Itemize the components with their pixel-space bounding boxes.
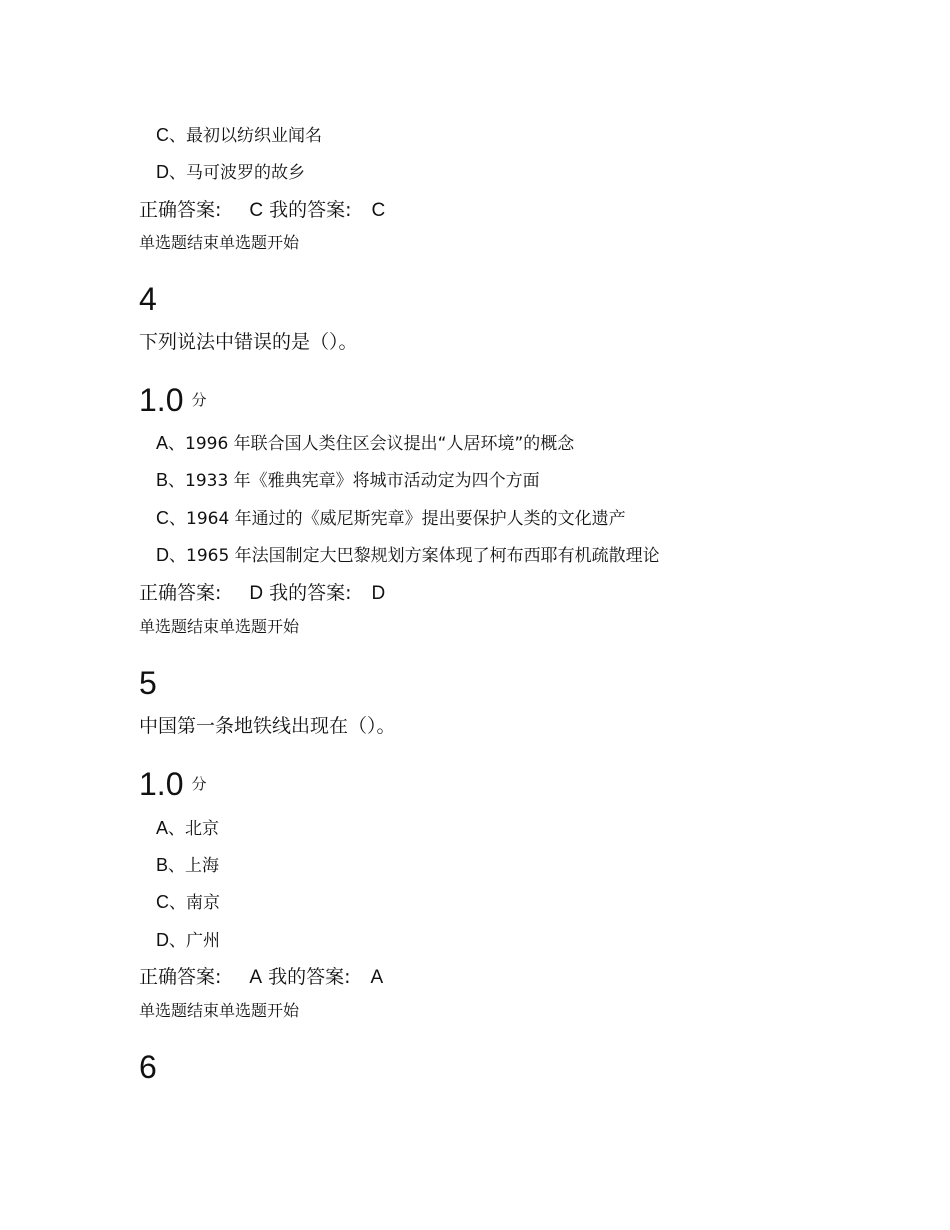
my-answer-label: 我的答案: [268,966,351,988]
question-text-4: 下列说法中错误的是（）。 [139,331,358,353]
option-sep: 、 [169,509,186,529]
option-text: 北京 [185,819,220,839]
option-sep: 、 [168,434,186,454]
option-text: 最初以纺织业闻名 [186,126,322,146]
question-number-4: 4 [139,281,157,317]
my-answer-label: 我的答案: [269,582,352,604]
score-unit: 分 [191,391,207,409]
my-answer-value: D [371,583,386,604]
option-q4-c [156,507,626,530]
option-text: 1933 年《雅典宪章》将城市活动定为四个方面 [185,471,540,491]
option-text: 1965 年法国制定大巴黎规划方案体现了柯布西耶有机疏散理论 [186,546,660,566]
option-q4-d [156,544,660,567]
correct-answer-label: 正确答案: [139,966,222,988]
option-q3-c [156,124,322,147]
option-text: 南京 [186,893,220,913]
option-sep: 、 [168,856,186,876]
option-letter: C [156,892,169,912]
option-sep: 、 [169,931,186,951]
option-q4-b [156,469,540,492]
option-text: 广州 [186,931,220,951]
option-q4-a [156,432,574,455]
section-divider-text: 单选题结束单选题开始 [139,1001,300,1020]
correct-answer-label: 正确答案: [139,199,222,221]
option-sep: 、 [169,126,186,146]
option-q5-d [156,929,220,952]
my-answer-value: A [370,967,384,988]
option-q5-c [156,891,220,914]
option-q5-b [156,854,219,877]
correct-answer-value: A [249,967,263,988]
answer-line-q4 [139,581,385,606]
option-letter: C [156,508,169,528]
answer-line-q3 [139,198,385,223]
option-text: 马可波罗的故乡 [186,163,305,183]
option-q5-a [156,817,219,840]
correct-answer-value: C [249,200,264,221]
option-text: 上海 [185,856,220,876]
option-sep: 、 [168,819,186,839]
score-value: 1.0 [139,766,184,802]
section-divider-text: 单选题结束单选题开始 [139,233,300,252]
correct-answer-label: 正确答案: [139,582,222,604]
my-answer-value: C [371,200,386,221]
option-letter: A [156,818,169,838]
answer-line-q5 [139,965,383,990]
option-text: 1964 年通过的《威尼斯宪章》提出要保护人类的文化遗产 [186,509,626,529]
option-letter: C [156,125,169,145]
option-sep: 、 [169,893,186,913]
question-score-5 [139,766,207,808]
option-sep: 、 [169,546,186,566]
option-letter: A [156,433,169,453]
my-answer-label: 我的答案: [269,199,352,221]
question-number-6: 6 [139,1049,157,1085]
question-score-4 [139,382,207,424]
option-letter: B [156,855,169,875]
score-unit: 分 [191,775,207,793]
option-sep: 、 [168,471,186,491]
question-number-5: 5 [139,665,157,701]
question-text-5: 中国第一条地铁线出现在（）。 [139,715,396,737]
option-letter: D [156,930,169,950]
option-sep: 、 [169,163,186,183]
option-text: 1996 年联合国人类住区会议提出“人居环境”的概念 [185,434,575,454]
score-value: 1.0 [139,382,184,418]
section-divider-text: 单选题结束单选题开始 [139,617,300,636]
option-letter: D [156,162,169,182]
option-q3-d [156,161,305,184]
option-letter: B [156,470,169,490]
option-letter: D [156,545,169,565]
correct-answer-value: D [249,583,264,604]
